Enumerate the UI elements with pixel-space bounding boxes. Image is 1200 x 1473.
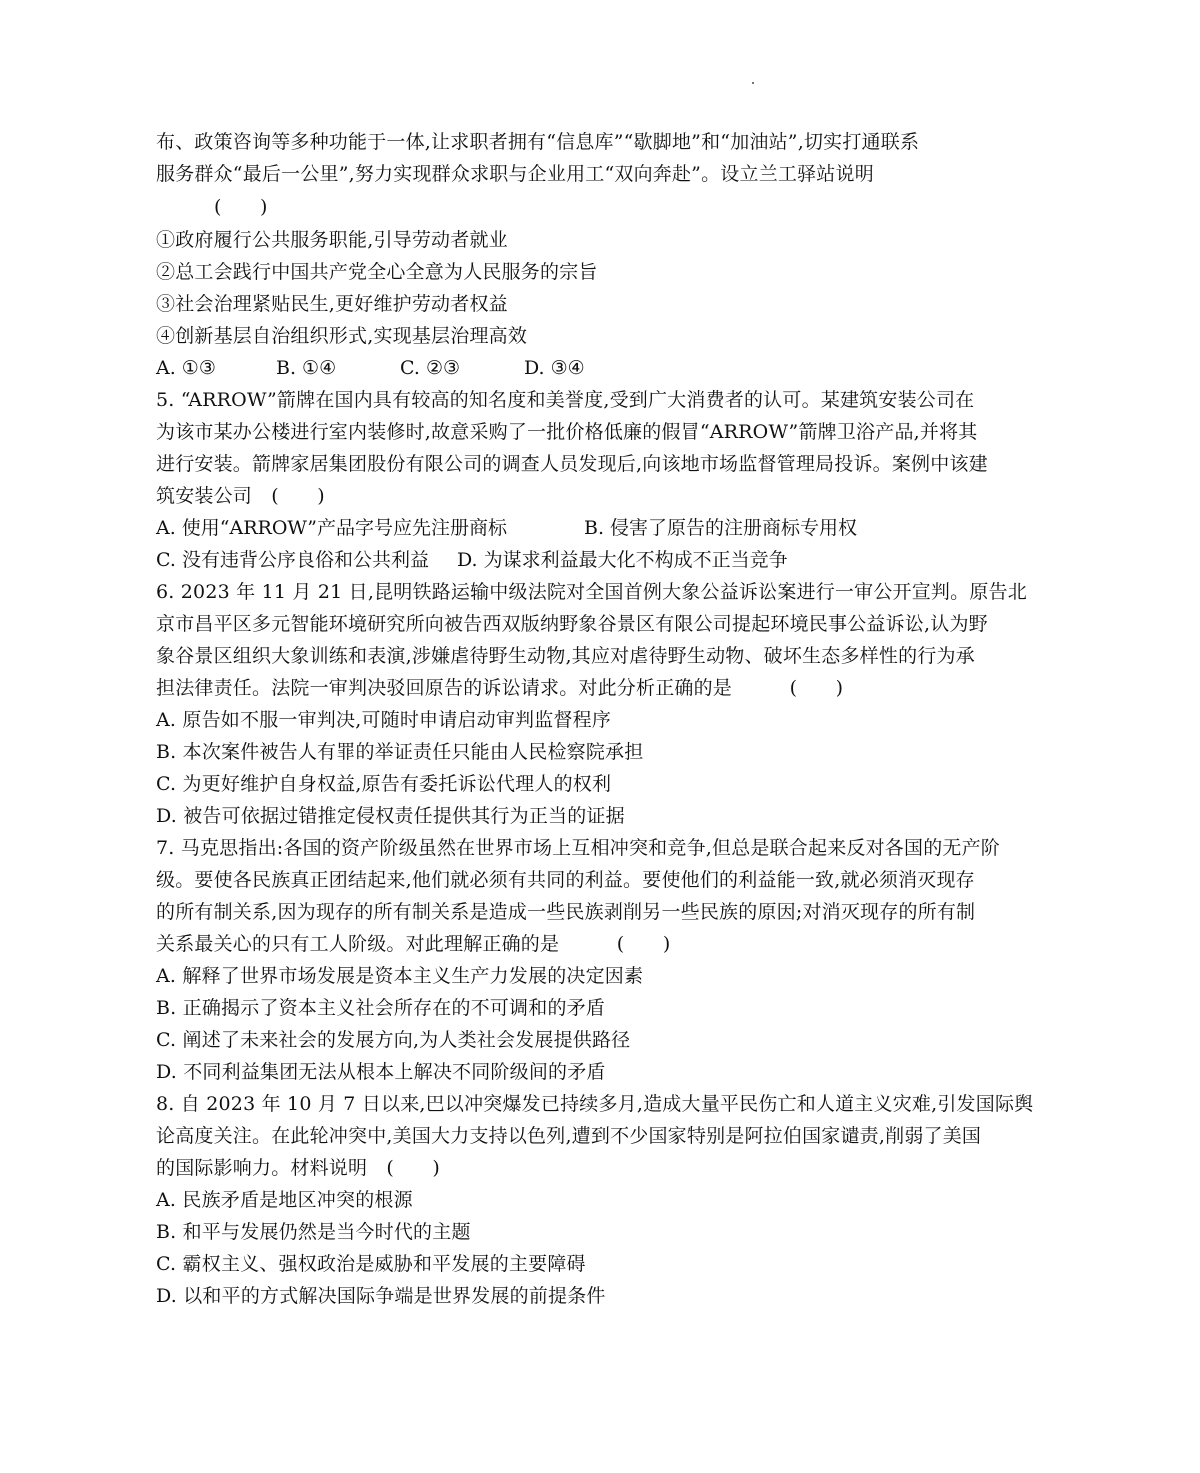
q4-line-2: 服务群众“最后一公里”,努力实现群众求职与企业用工“双向奔赴”。设立兰工驿站说明 — [156, 163, 874, 185]
q5-option-c: C. 没有违背公序良俗和公共利益 — [156, 549, 429, 571]
q7-option-c: C. 阐述了未来社会的发展方向,为人类社会发展提供路径 — [156, 1029, 631, 1051]
q6-option-a: A. 原告如不服一审判决,可随时申请启动审判监督程序 — [156, 709, 612, 731]
q4-option-d: D. ③④ — [524, 357, 585, 379]
q5-line-2: 为该市某办公楼进行室内装修时,故意采购了一批价格低廉的假冒“ARROW”箭牌卫浴产品,并将其 — [156, 421, 978, 443]
q8-option-a: A. 民族矛盾是地区冲突的根源 — [156, 1189, 413, 1211]
q7-line-3: 的所有制关系,因为现存的所有制关系是造成一些民族剥削另一些民族的原因;对消灭现存的所有制 — [156, 901, 976, 923]
q4-item-2: ②总工会践行中国共产党全心全意为人民服务的宗旨 — [156, 261, 598, 283]
q4-answer-bracket: ( ) — [214, 196, 268, 218]
q6-line-4: 担法律责任。法院一审判决驳回原告的诉讼请求。对此分析正确的是 ( ) — [156, 677, 844, 699]
q4-option-a: A. ①③ — [156, 357, 216, 379]
q6-option-c: C. 为更好维护自身权益,原告有委托诉讼代理人的权利 — [156, 773, 612, 795]
q4-item-3: ③社会治理紧贴民生,更好维护劳动者权益 — [156, 293, 508, 315]
q8-option-d: D. 以和平的方式解决国际争端是世界发展的前提条件 — [156, 1285, 606, 1307]
q5-option-d: D. 为谋求利益最大化不构成不正当竞争 — [457, 549, 788, 571]
q6-line-1: 6. 2023 年 11 月 21 日,昆明铁路运输中级法院对全国首例大象公益诉讼案进行一审公开宣判。原告北 — [156, 581, 1027, 603]
q5-option-b: B. 侵害了原告的注册商标专用权 — [584, 517, 858, 539]
q6-option-b: B. 本次案件被告人有罪的举证责任只能由人民检察院承担 — [156, 741, 644, 763]
q5-line-3: 进行安装。箭牌家居集团股份有限公司的调查人员发现后,向该地市场监督管理局投诉。案例中该建 — [156, 453, 988, 475]
scan-dot — [752, 82, 754, 84]
q5-line-4: 筑安装公司 ( ) — [156, 485, 325, 507]
q8-line-1: 8. 自 2023 年 10 月 7 日以来,巴以冲突爆发已持续多月,造成大量平民伤亡和人道主义灾难,引发国际舆 — [156, 1093, 1034, 1115]
q4-option-b: B. ①④ — [276, 357, 337, 379]
q8-line-3: 的国际影响力。材料说明 ( ) — [156, 1157, 441, 1179]
q8-option-b: B. 和平与发展仍然是当今时代的主题 — [156, 1221, 471, 1243]
q7-line-1: 7. 马克思指出:各国的资产阶级虽然在世界市场上互相冲突和竞争,但总是联合起来反对各国的无产阶 — [156, 837, 1001, 859]
q6-line-3: 象谷景区组织大象训练和表演,涉嫌虐待野生动物,其应对虐待野生动物、破坏生态多样性的行为承 — [156, 645, 975, 667]
q4-item-1: ①政府履行公共服务职能,引导劳动者就业 — [156, 229, 508, 251]
q6-option-d: D. 被告可依据过错推定侵权责任提供其行为正当的证据 — [156, 805, 625, 827]
q5-line-1: 5. “ARROW”箭牌在国内具有较高的知名度和美誉度,受到广大消费者的认可。某建筑安装公司在 — [156, 389, 975, 411]
q7-option-b: B. 正确揭示了资本主义社会所存在的不可调和的矛盾 — [156, 997, 606, 1019]
q4-line-1: 布、政策咨询等多种功能于一体,让求职者拥有“信息库”“歇脚地”和“加油站”,切实打通联系 — [156, 131, 920, 153]
q4-option-c: C. ②③ — [400, 357, 461, 379]
q7-option-d: D. 不同利益集团无法从根本上解决不同阶级间的矛盾 — [156, 1061, 606, 1083]
q4-item-4: ④创新基层自治组织形式,实现基层治理高效 — [156, 325, 528, 347]
q7-line-4: 关系最关心的只有工人阶级。对此理解正确的是 ( ) — [156, 933, 671, 955]
q5-option-a: A. 使用“ARROW”产品字号应先注册商标 — [156, 517, 508, 539]
q7-option-a: A. 解释了世界市场发展是资本主义生产力发展的决定因素 — [156, 965, 644, 987]
q6-line-2: 京市昌平区多元智能环境研究所向被告西双版纳野象谷景区有限公司提起环境民事公益诉讼,认为野 — [156, 613, 988, 635]
q8-line-2: 论高度关注。在此轮冲突中,美国大力支持以色列,遭到不少国家特别是阿拉伯国家谴责,削弱了美国 — [156, 1125, 982, 1147]
q7-line-2: 级。要使各民族真正团结起来,他们就必须有共同的利益。要使他们的利益能一致,就必须消灭现存 — [156, 869, 975, 891]
q8-option-c: C. 霸权主义、强权政治是威胁和平发展的主要障碍 — [156, 1253, 586, 1275]
